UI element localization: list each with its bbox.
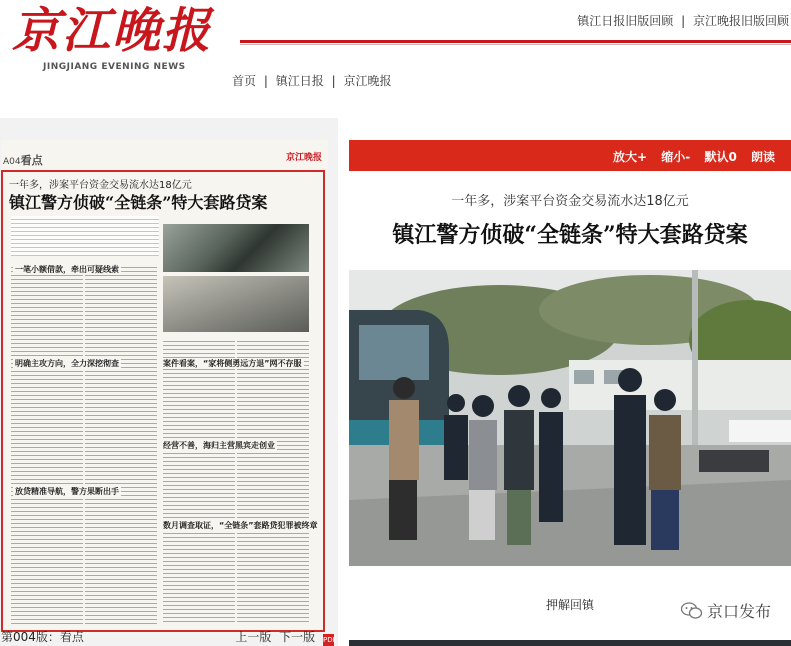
header-rule-red <box>240 40 791 43</box>
watermark-text: 京口发布 <box>706 602 771 621</box>
separator: | <box>331 74 336 88</box>
nav-zhenjiang-daily[interactable]: 镇江日报 <box>275 74 324 88</box>
article-subtitle: 一年多，涉案平台资金交易流水达18亿元 <box>451 194 689 209</box>
paper-page-number: A04看点 <box>3 154 43 167</box>
paper-subhead: 一笔小额借款，牵出可疑线索 <box>15 265 119 274</box>
page-nav-bar <box>1 626 338 646</box>
paper-column <box>163 338 235 624</box>
paper-column <box>11 264 83 624</box>
site-header <box>0 0 791 118</box>
paper-masthead <box>1 152 328 166</box>
photo-scene <box>349 270 791 566</box>
prev-page-link[interactable]: 上一版 <box>235 630 272 644</box>
paper-subhead: 明确主攻方向，全力深挖彻查 <box>15 359 119 368</box>
bottom-strip <box>349 640 791 646</box>
nav-home[interactable]: 首页 <box>232 74 257 88</box>
paper-subhead: 案件看案，“家将侧勇远方退”网不存服 <box>163 359 302 368</box>
current-page-label: 第004版：看点 <box>1 630 84 644</box>
paper-photo <box>163 224 309 272</box>
paper-subhead: 经营不善，海归主营黑宾走创业 <box>163 441 275 450</box>
zoom-out-button[interactable]: 缩小- <box>661 150 691 164</box>
paper-subhead: 放贷精准导航，警方果断出手 <box>15 487 119 496</box>
article-panel <box>349 140 791 646</box>
newspaper-page-panel <box>0 118 338 646</box>
wechat-icon <box>681 602 703 620</box>
paper-column <box>237 338 309 624</box>
next-page-link[interactable]: 下一版 <box>279 630 316 644</box>
newspaper-page-image[interactable] <box>1 140 328 634</box>
toolbar-items <box>603 148 775 165</box>
jingjiang-evening-archive-link[interactable]: 京江晚报旧版回顾 <box>692 14 789 28</box>
paper-lead-text <box>11 216 159 256</box>
read-aloud-button[interactable]: 朗读 <box>750 150 775 164</box>
paper-subhead: 数月调查取证，“全链条”套路贷犯罪被终章 <box>163 521 318 530</box>
header-rule-gray <box>240 44 791 45</box>
nav-jingjiang-evening[interactable]: 京江晚报 <box>343 74 392 88</box>
archive-links <box>577 12 789 29</box>
article-title: 镇江警方侦破“全链条”特大套路贷案 <box>392 222 748 248</box>
article-photo <box>349 270 791 566</box>
logo-english: JINGJIANG EVENING NEWS <box>43 62 186 72</box>
pager <box>231 628 337 646</box>
separator: | <box>681 14 686 28</box>
article-hotspot-box[interactable] <box>1 170 325 632</box>
watermark <box>681 599 771 622</box>
separator: | <box>263 74 268 88</box>
paper-subheadline: 一年多，涉案平台资金交易流水达18亿元 <box>9 180 192 191</box>
paper-masthead-logo: 京江晚报 <box>285 153 322 163</box>
zhenjiang-daily-archive-link[interactable]: 镇江日报旧版回顾 <box>577 14 674 28</box>
site-logo[interactable] <box>10 2 225 76</box>
main-nav <box>232 72 391 89</box>
default-size-button[interactable]: 默认0 <box>704 150 737 164</box>
zoom-in-button[interactable]: 放大+ <box>613 150 648 164</box>
reading-toolbar <box>349 140 791 171</box>
paper-column <box>85 264 157 624</box>
paper-headline: 镇江警方侦破“全链条”特大套路贷案 <box>9 193 268 212</box>
logo-chinese: 京江晚报 <box>12 3 213 59</box>
photo-caption: 押解回镇 <box>545 598 594 612</box>
pdf-icon[interactable]: PDF <box>323 636 337 644</box>
paper-photo <box>163 276 309 332</box>
